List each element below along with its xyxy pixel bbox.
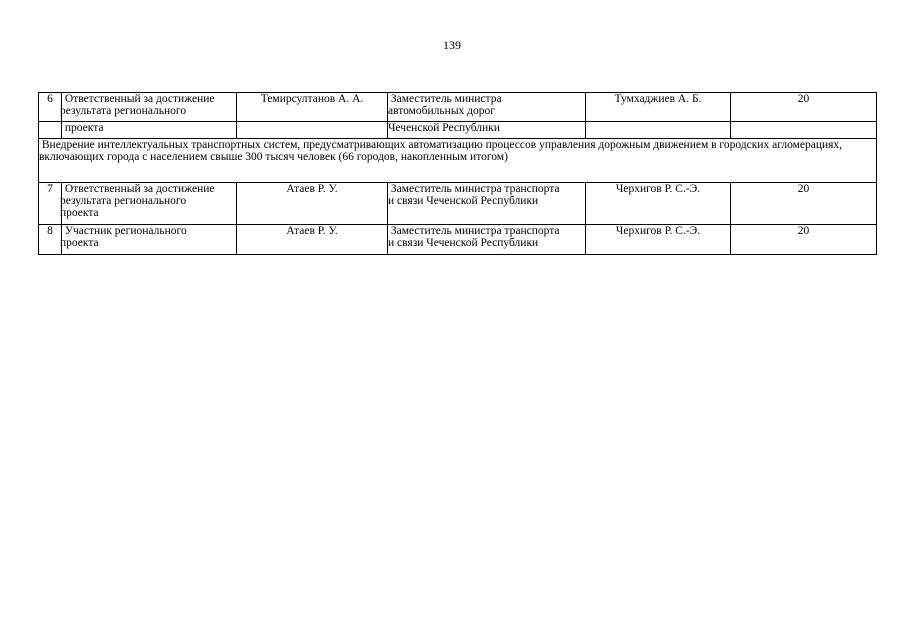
- table-row: [39, 225, 877, 255]
- percent-value: 20: [731, 225, 877, 255]
- section-row: [39, 139, 877, 183]
- role-cell: [62, 225, 237, 255]
- position-cell: [388, 93, 586, 122]
- role-line: Ответственный за достижение: [62, 183, 215, 195]
- responsibility-table: [38, 92, 877, 255]
- row-number: 7: [39, 183, 62, 225]
- row-number: 8: [39, 225, 62, 255]
- position-cell: [388, 183, 586, 225]
- responsible-name: Атаев Р. У.: [237, 225, 388, 255]
- row-number: 6: [39, 93, 62, 122]
- role-line: проекта: [60, 237, 99, 249]
- role-line: проекта: [62, 122, 104, 134]
- position-line: автомобильных дорог: [388, 105, 495, 117]
- position-cell: [388, 122, 586, 139]
- empty-cell: [237, 122, 388, 139]
- position-cell: [388, 225, 586, 255]
- percent-value: 20: [731, 93, 877, 122]
- position-line: и связи Чеченской Республики: [388, 237, 539, 249]
- empty-cell: [731, 122, 877, 139]
- responsible-name: Атаев Р. У.: [237, 183, 388, 225]
- responsible-name: Темирсултанов А. А.: [237, 93, 388, 122]
- supervisor-name: Черхигов Р. С.-Э.: [586, 225, 731, 255]
- percent-value: 20: [731, 183, 877, 225]
- role-line: Участник регионального: [62, 225, 187, 237]
- position-line: Заместитель министра транспорта: [388, 225, 560, 237]
- supervisor-name: Тумхаджиев А. Б.: [586, 93, 731, 122]
- position-line: и связи Чеченской Республики: [388, 195, 539, 207]
- table-row: [39, 183, 877, 225]
- role-line: результата регионального: [60, 195, 187, 207]
- role-line: Ответственный за достижение: [62, 93, 215, 105]
- table-row: [39, 93, 877, 122]
- position-line: Чеченской Республики: [388, 122, 500, 134]
- role-cell: [62, 93, 237, 122]
- position-line: Заместитель министра: [388, 93, 502, 105]
- role-cell: [62, 183, 237, 225]
- role-line: проекта: [60, 207, 99, 219]
- position-line: Заместитель министра транспорта: [388, 183, 560, 195]
- section-title: Внедрение интеллектуальных транспортных систем, предусматривающих автоматизацию процессов управления дорожным движением в городских агломерациях, включающих города с населением свыше 300 тысяч человек (66 городов, накопленным итогом): [39, 139, 877, 183]
- page-number: 139: [443, 38, 461, 52]
- supervisor-name: Черхигов Р. С.-Э.: [586, 183, 731, 225]
- empty-cell: [586, 122, 731, 139]
- role-line: результата регионального: [60, 105, 187, 117]
- table-row: [39, 122, 877, 139]
- empty-cell: [39, 122, 62, 139]
- role-cell: [62, 122, 237, 139]
